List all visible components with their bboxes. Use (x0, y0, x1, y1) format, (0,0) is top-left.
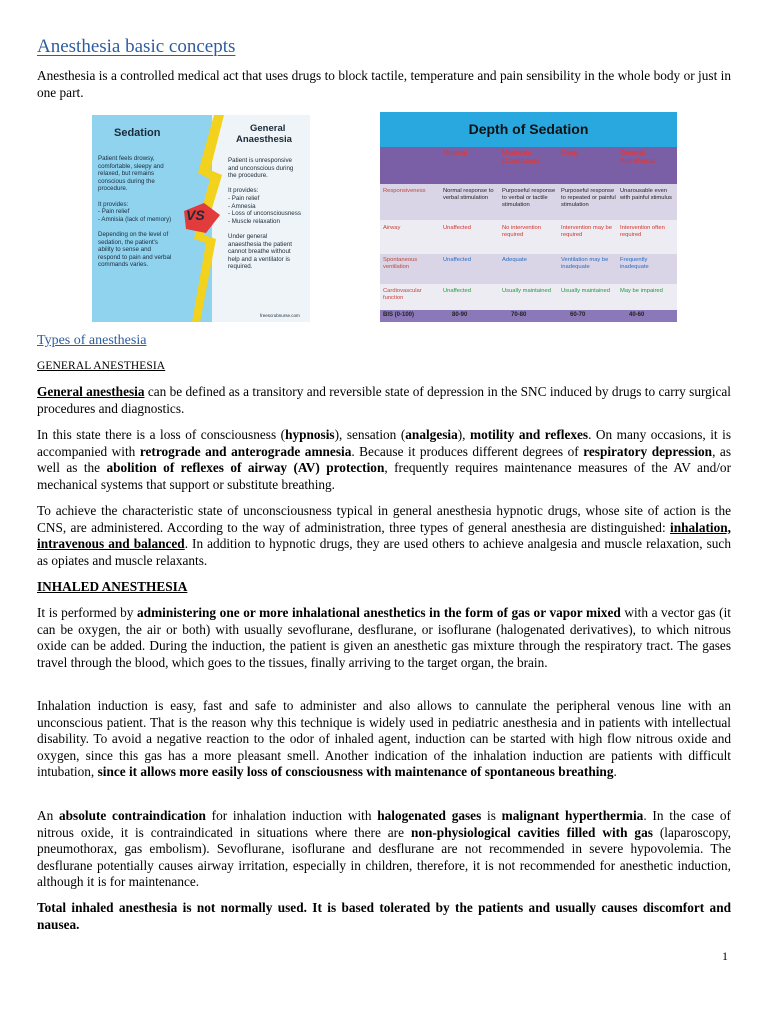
sedation-vs-anesthesia-image (92, 115, 310, 322)
image-text-line: and unconscious during (228, 164, 294, 172)
table-cell: Unaffected (443, 288, 471, 294)
table-cell: Purposeful response to verbal or tactile stimulation (502, 188, 556, 208)
image-text-line: It provides: (98, 200, 129, 208)
image-text-line: required. (228, 263, 253, 271)
header-general: General Anesthesia (617, 147, 677, 184)
image-text-line: - Loss of unconsciousness (228, 210, 301, 218)
image-text-line: Patient feels drowsy, (98, 155, 155, 162)
types-heading: Types of anesthesia (37, 333, 147, 348)
image-text-line: Under general (228, 232, 268, 240)
image-text-line: anaesthesia the patient (228, 240, 292, 248)
paragraph-3: To achieve the characteristic state of unconsciousness typical in general anesthesia hypnotic drugs, whose site of action is the CNS, are administered. According to the way of administration, three types of general anesthesia are distinguished: inhalation, intravenous and balanced. In addition to hypnotic drugs, they are used others to achieve analgesia and muscle relaxation, such as opiates and muscle relaxants. (37, 503, 731, 568)
table-cell: Intervention often required (620, 225, 665, 238)
image-text-line (98, 223, 180, 231)
image-text-line: - Pain relief (228, 194, 260, 202)
anaesthesia-text (228, 157, 308, 271)
header-minimal: Minimal (440, 147, 499, 184)
paragraph-5: Inhalation induction is easy, fast and safe to administer and also allows to cannulate the peripheral venous line with an unconscious patient. That is the reason why this technique is widely used in pediatric anesthesia and in patients with intellectual disability. To avoid a negative reaction to the odor of inhaled agent, induction can be started with high flow nitrous oxide and oxygen, since this gas has a more pleasant smell. Another indication of the inhalation induction are patients with difficult intubation, since it allows more easily loss of consciousness with maintenance of spontaneous breathing. (37, 698, 731, 780)
image-text-line: - Amnesia (228, 202, 256, 210)
image-text-line: respond to pain and verbal (98, 253, 172, 261)
image-text-line: cannot breathe without (228, 248, 291, 256)
image-text-line: the procedure. (228, 172, 268, 180)
image-text-line (98, 193, 180, 201)
table-cell: No intervention required (502, 225, 541, 238)
image-text-line: - Muscle relaxation (228, 217, 280, 225)
image-text-line: conscious during the (98, 177, 155, 185)
vs-badge: VS (186, 207, 205, 223)
paragraph-1: General anesthesia can be defined as a transitory and reversible state of depression in the SNC induced by drugs to carry surgical procedures and diagnostics. (37, 384, 731, 416)
image-credit: freescrubnurse.com (260, 313, 300, 318)
image-text-line (228, 225, 308, 233)
depth-of-sedation-table (380, 112, 677, 322)
anaesthesia-title-2: Anaesthesia (236, 134, 292, 145)
image-text-line (228, 180, 308, 188)
image-text-line: procedure. (98, 185, 128, 193)
table-cell: Unarousable even with painful stimulus (620, 188, 672, 201)
image-text-line: It provides: (228, 187, 259, 195)
image-text-line: - Pain relief (98, 208, 130, 216)
table-cell: Usually maintained (561, 288, 610, 294)
paragraph-6: An absolute contraindication for inhalation induction with halogenated gases is malignant hyperthermia. In the case of nitrous oxide, it is contraindicated in situations where there are non-physiological cavities filled with gas (laparoscopy, pneumothorax, gas embolism). Sevoflurane, isoflurane and desflurane are not recommended in severe hypovolemia. The desflurane potentially causes airway irritation, especially in children, therefore, it is not recommended for anesthetic induction, although it is for maintenance. (37, 808, 731, 890)
paragraph-4: It is performed by administering one or more inhalational anesthetics in the form of gas or vapor mixed with a vector gas (it can be oxygen, the air or both) with usually sevoflurane, desflurane, or isoflurane (halogenated derivatives), to which nitrous oxide can be added. During the induction, the patient is given an anesthetic gas mixture through the respiratory tract. The gases travel through the blood, which goes to the tissues, finally arriving to the target organ, the brain. (37, 605, 731, 670)
bis-value: 80-90 (452, 312, 468, 318)
paragraph-2: In this state there is a loss of consciousness (hypnosis), sensation (analgesia), motility and reflexes. On many occasions, it is accompanied with retrograde and anterograde amnesia. Because it produces different degrees of respiratory depression, as well as the abolition of reflexes of airway (AV) protection, frequently requires maintenance measures of the AV and/or mechanical systems that support or substitute breathing. (37, 427, 732, 492)
table-cell: Frequently inadequate (620, 257, 649, 270)
table-cell: Intervention may be required (561, 225, 612, 238)
image-text-line: sedation, the patient's (98, 238, 159, 246)
inhaled-anesthesia-heading: INHALED ANESTHESIA (37, 579, 188, 594)
paragraph-7: Total inhaled anesthesia is not normally used. It is based tolerated by the patients and usually causes discomfort and nausea. (37, 900, 731, 932)
table-cell: Unaffected (443, 225, 471, 231)
image-text-line: - Amnisia (lack of memory) (98, 215, 172, 223)
table-cell: Purposeful response to repeated or painful stimulation (561, 188, 616, 208)
intro-paragraph: Anesthesia is a controlled medical act that uses drugs to block tactile, temperature and pain sensibility in the whole body or just in one part. (37, 68, 731, 100)
anaesthesia-title-1: General (250, 123, 286, 134)
image-text-line: ability to sense and (98, 246, 151, 254)
image-text-line: commands varies. (98, 261, 149, 269)
row-label-airway: Airway (383, 225, 401, 231)
bis-value: 60-70 (570, 312, 586, 318)
row-label-cardiovascular: Cardiovascular function (383, 288, 422, 301)
image-text-line: Patient is unresponsive (228, 157, 292, 164)
table-cell: Unaffected (443, 257, 471, 263)
table-cell: Normal response to verbal stimulation (443, 188, 494, 201)
image-text-line: help and a ventilator is (228, 255, 290, 263)
row-label-responsiveness: Responsiveness (383, 188, 426, 194)
table-cell: Ventilation may be inadequate (561, 257, 609, 270)
bis-label: BIS (0-100) (383, 312, 415, 318)
header-deep: Deep (558, 147, 617, 184)
bis-value: 40-60 (629, 312, 645, 318)
bis-value: 70-80 (511, 312, 527, 318)
image-text-line: relaxed, but remains (98, 170, 155, 178)
general-anesthesia-heading: GENERAL ANESTHESIA (37, 360, 166, 372)
table-cell: Usually maintained (502, 288, 551, 294)
sedation-text (98, 155, 180, 269)
page-number: 1 (722, 949, 728, 963)
table-cell: Adequate (502, 257, 527, 263)
sedation-title: Sedation (114, 127, 161, 139)
table-cell: May be impaired (620, 288, 663, 294)
table-title: Depth of Sedation (468, 121, 589, 137)
page-title: Anesthesia basic concepts (37, 36, 236, 57)
image-text-line: Depending on the level of (98, 230, 169, 238)
image-text-line: comfortable, sleepy and (98, 162, 164, 170)
header-moderate: Moderate (Conscious) (499, 147, 558, 184)
row-label-ventilation: Spontaneous ventilation (383, 257, 418, 270)
